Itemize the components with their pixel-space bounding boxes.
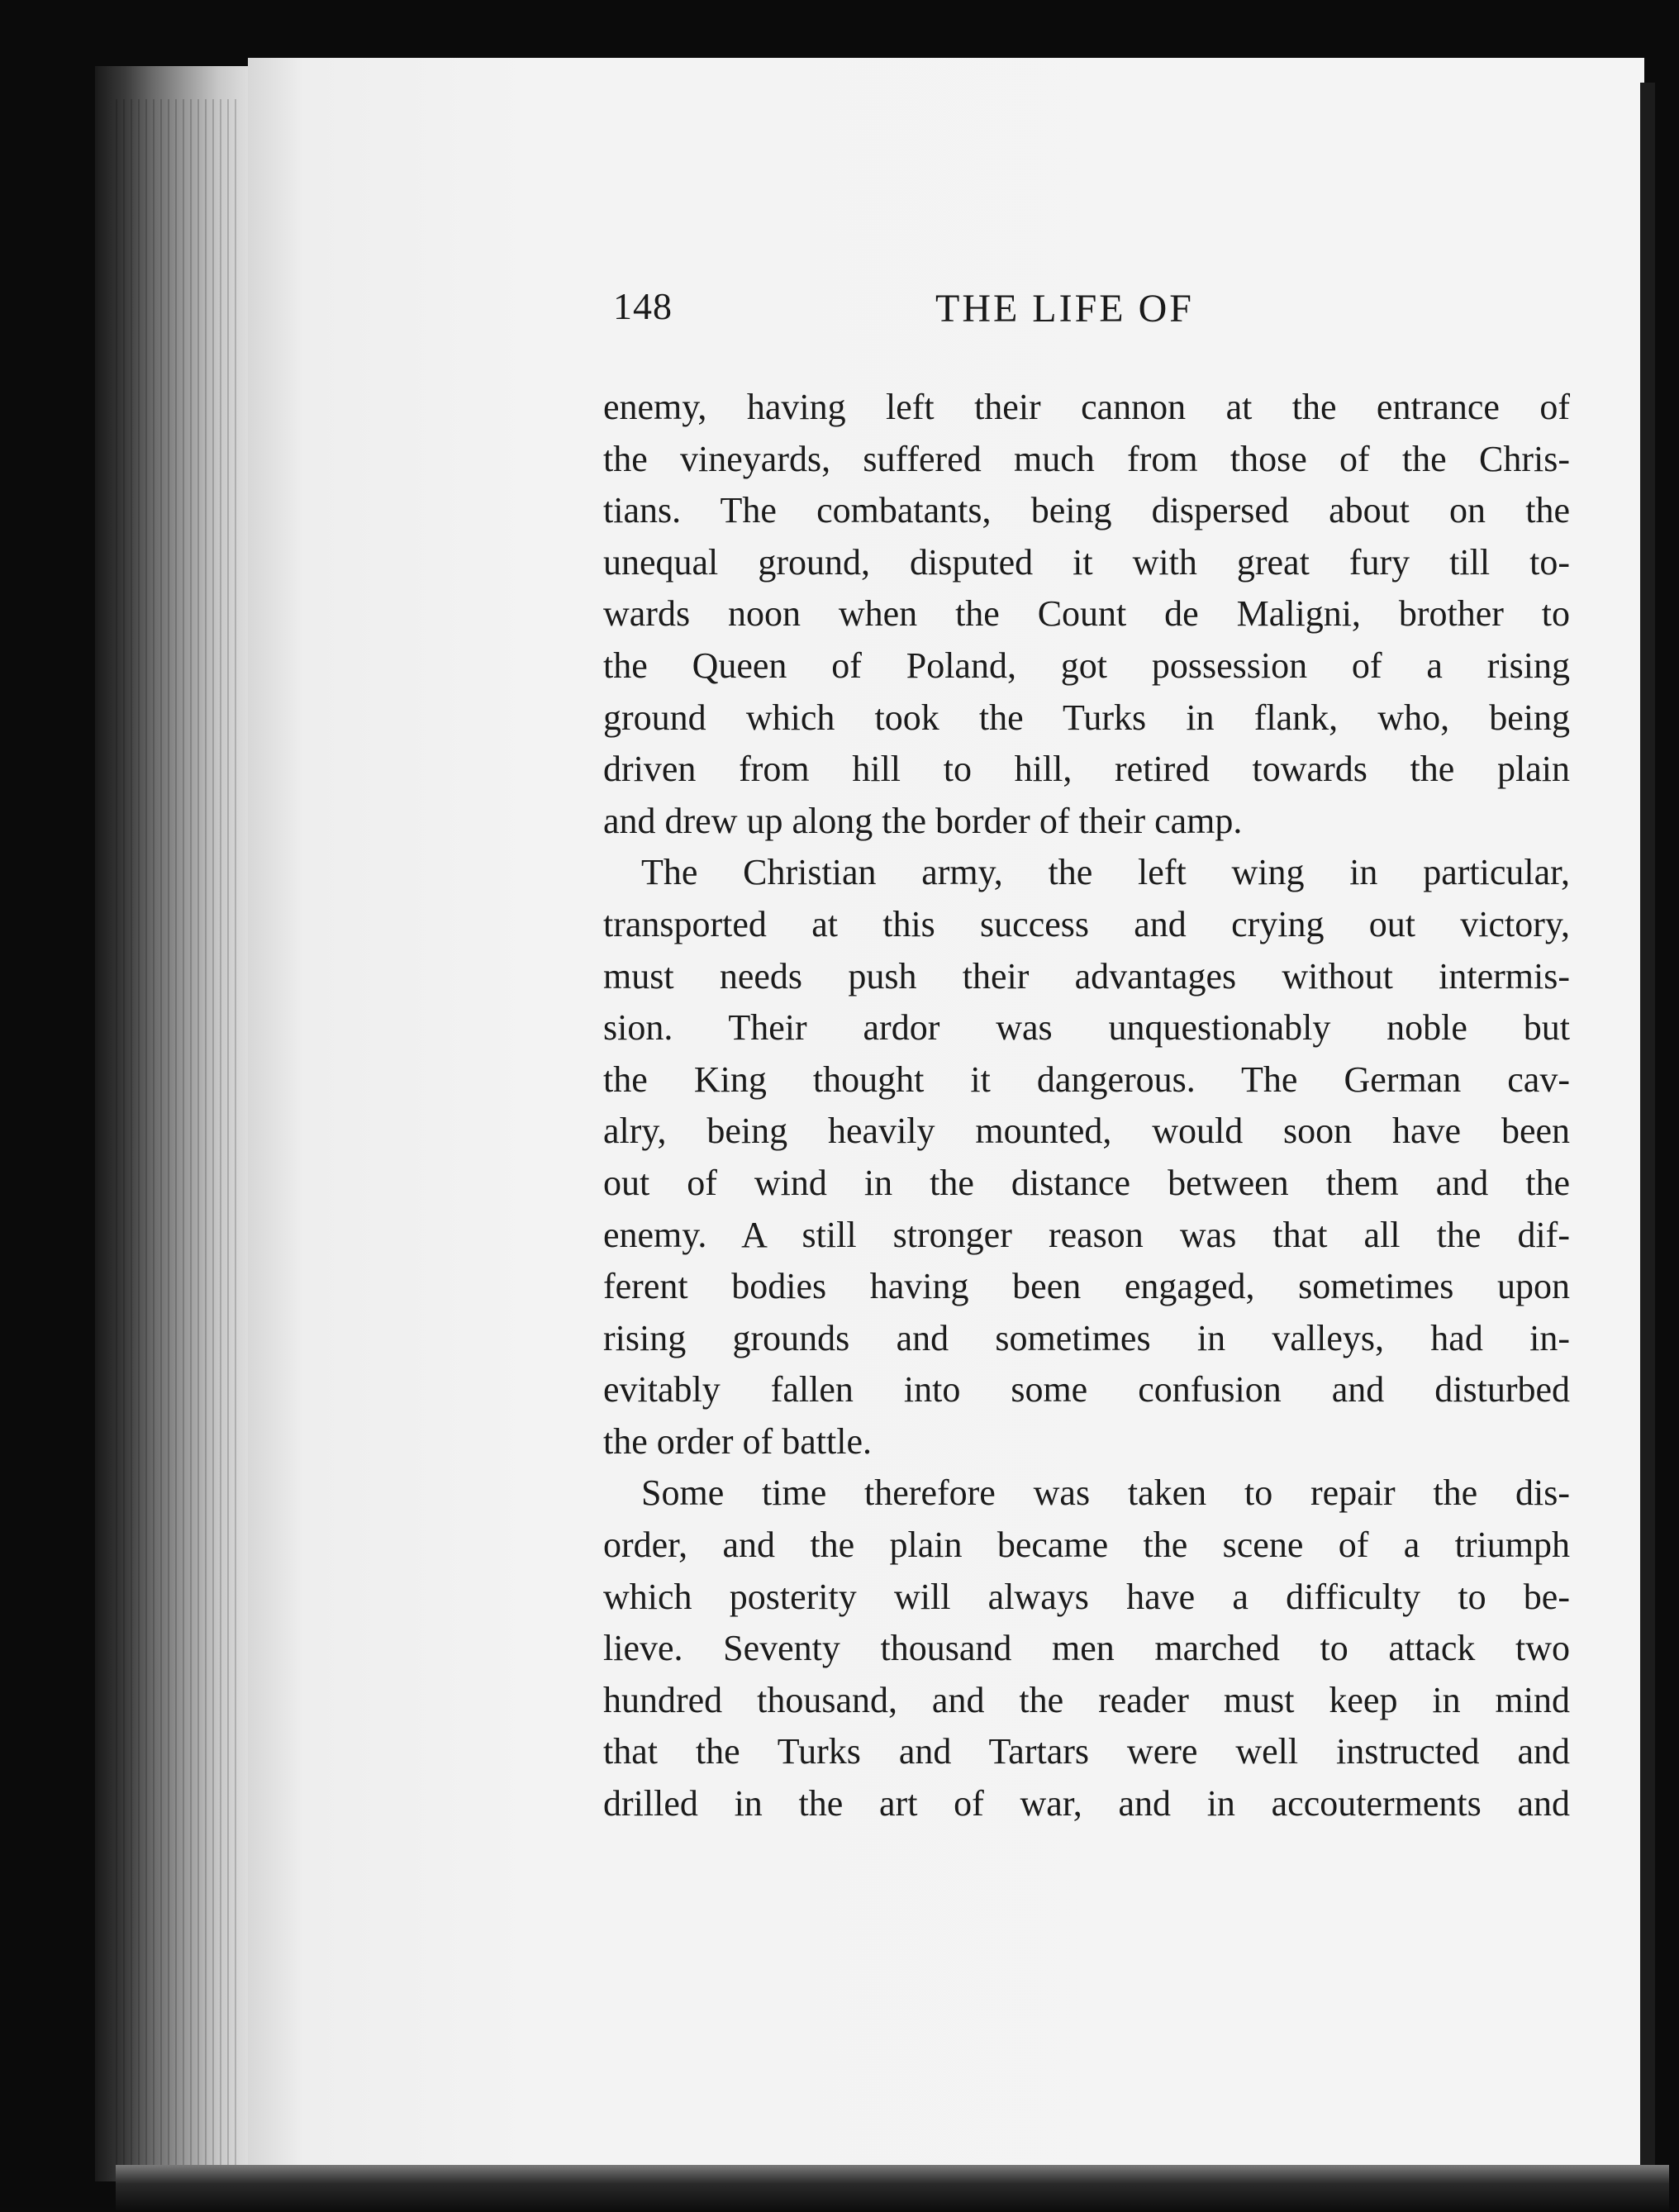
text-line: the Queen of Poland, got possession of a rising — [603, 645, 1570, 686]
text-line: order, and the plain became the scene of a triumph — [603, 1525, 1570, 1566]
text-line: driven from hill to hill, retired towards the plain — [603, 749, 1570, 790]
text-line: ground which took the Turks in flank, who, being — [603, 697, 1570, 738]
text-line: and drew up along the border of their camp. — [603, 800, 1243, 841]
running-head-title: THE LIFE OF — [935, 287, 1194, 331]
page-number: 148 — [613, 285, 673, 327]
text-line: hundred thousand, and the reader must keep in mind — [603, 1679, 1570, 1720]
paragraph-2 — [603, 847, 1570, 1468]
text-line: the vineyards, suffered much from those of the Chris- — [603, 438, 1570, 479]
text-line: that the Turks and Tartars were well instructed and — [603, 1731, 1570, 1772]
text-line: lieve. Seventy thousand men marched to attack two — [603, 1628, 1570, 1669]
text-line: enemy, having left their cannon at the entrance of — [603, 387, 1570, 427]
text-line: The Christian army, the left wing in particular, — [641, 852, 1570, 893]
text-line: rising grounds and sometimes in valleys, had in- — [603, 1317, 1570, 1358]
page-right-edge-shadow — [1640, 83, 1655, 2165]
text-line: ferent bodies having been engaged, sometimes upon — [603, 1266, 1570, 1307]
text-line: alry, being heavily mounted, would soon have been — [603, 1111, 1570, 1152]
paragraph-3 — [603, 1468, 1570, 1829]
page-bottom-shadow — [116, 2165, 1669, 2212]
text-line: the King thought it dangerous. The German cav- — [603, 1058, 1570, 1100]
text-line: which posterity will always have a difficulty to be- — [603, 1576, 1570, 1617]
text-line: Some time therefore was taken to repair the dis- — [641, 1472, 1570, 1514]
page-edge-texture — [116, 99, 240, 2165]
text-line: tians. The combatants, being dispersed about on the — [603, 490, 1570, 531]
text-line: must needs push their advantages without intermis- — [603, 955, 1570, 997]
text-line: enemy. A still stronger reason was that all the dif- — [603, 1214, 1570, 1255]
paragraph-1 — [603, 382, 1570, 847]
text-line: drilled in the art of war, and in accouterments and — [603, 1783, 1570, 1824]
text-line: the order of battle. — [603, 1420, 872, 1462]
text-line: sion. Their ardor was unquestionably noble but — [603, 1007, 1570, 1049]
text-line: evitably fallen into some confusion and disturbed — [603, 1369, 1570, 1410]
text-line: out of wind in the distance between them and the — [603, 1162, 1570, 1203]
text-line: unequal ground, disputed it with great fury till to- — [603, 541, 1570, 583]
text-line: transported at this success and crying out victory, — [603, 903, 1570, 944]
running-head — [613, 279, 1563, 345]
text-line: wards noon when the Count de Maligni, brother to — [603, 593, 1570, 635]
body-text — [603, 382, 1570, 1830]
